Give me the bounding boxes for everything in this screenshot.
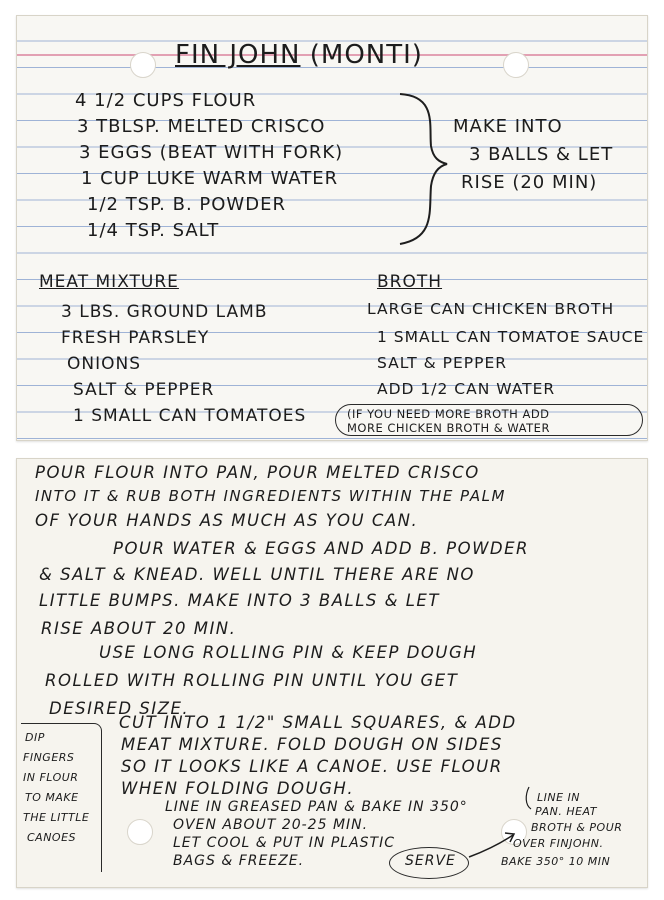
instruction-line: CUT INTO 1 1/2" SMALL SQUARES, & ADD [119,713,517,732]
instruction-line: LITTLE BUMPS. MAKE INTO 3 BALLS & LET [39,591,440,610]
meat-item: SALT & PEPPER [73,380,215,400]
instruction-line: ROLLED WITH ROLLING PIN UNTIL YOU GET [45,671,459,690]
bracket-note-line: MAKE INTO [453,116,563,137]
broth-heading [377,272,442,292]
recipe-card-front [16,15,648,441]
ingredient-line: 1 CUP LUKE WARM WATER [81,168,339,189]
bake-line: BAGS & FREEZE. [173,853,305,869]
serve-note-line: LINE IN [537,791,581,804]
ingredient-line: 3 TBLSP. MELTED CRISCO [77,116,326,137]
instruction-line: SO IT LOOKS LIKE A CANOE. USE FLOUR [121,757,503,776]
meat-item: ONIONS [67,354,141,374]
bake-line: LET COOL & PUT IN PLASTIC [173,835,395,851]
serve-label: SERVE [405,853,456,869]
broth-item: SALT & PEPPER [377,354,508,372]
ingredient-line: 3 EGGS (BEAT WITH FORK) [79,142,344,163]
meat-item: 3 LBS. GROUND LAMB [61,302,268,322]
bracket-note-line: RISE (20 MIN) [461,172,598,193]
instruction-line: USE LONG ROLLING PIN & KEEP DOUGH [99,643,478,662]
broth-item: LARGE CAN CHICKEN BROTH [367,300,615,318]
instruction-line: WHEN FOLDING DOUGH. [121,779,355,798]
instruction-line: INTO IT & RUB BOTH INGREDIENTS WITHIN THE PALM [35,487,506,505]
recipe-card-back [16,458,648,888]
ingredient-line: 1/4 TSP. SALT [87,220,220,241]
ingredient-line: 4 1/2 CUPS FLOUR [75,90,257,111]
instruction-line: RISE ABOUT 20 MIN. [41,619,237,638]
instruction-line: MEAT MIXTURE. FOLD DOUGH ON SIDES [121,735,503,754]
ingredient-line: 1/2 TSP. B. POWDER [87,194,286,215]
side-note-line: FINGERS [23,751,75,764]
broth-note-line: (IF YOU NEED MORE BROTH ADD [347,407,550,421]
bracket-note-line: 3 BALLS & LET [469,144,614,165]
serve-note-line: BAKE 350° 10 MIN [501,855,611,868]
side-note-line: TO MAKE [25,791,79,804]
side-note-line: IN FLOUR [23,771,79,784]
side-note-line: DIP [25,731,45,744]
instruction-line: POUR WATER & EGGS AND ADD B. POWDER [113,539,530,558]
meat-item: FRESH PARSLEY [61,328,210,348]
bake-line: LINE IN GREASED PAN & BAKE IN 350° [165,799,468,815]
serve-note-line: PAN. HEAT [535,805,597,818]
side-note-line: THE LITTLE [23,811,90,824]
meat-heading [39,272,179,292]
side-note-line: CANOES [27,831,77,844]
title-text: FIN JOHN [175,40,301,70]
instruction-line: & SALT & KNEAD. WELL UNTIL THERE ARE NO [39,565,475,584]
broth-item: 1 SMALL CAN TOMATOE SAUCE [377,328,645,346]
serve-note-line: OVER FINJOHN. [513,837,604,850]
broth-heading-text: BROTH [377,272,443,292]
serve-note-line: BROTH & POUR [531,821,623,834]
instruction-line: POUR FLOUR INTO PAN, POUR MELTED CRISCO [35,463,480,482]
bracket-icon [17,16,647,440]
instruction-line: OF YOUR HANDS AS MUCH AS YOU CAN. [35,511,419,530]
broth-note-line: MORE CHICKEN BROTH & WATER [347,421,550,435]
title-suffix: (MONTI) [309,40,423,70]
bake-line: OVEN ABOUT 20-25 MIN. [173,817,369,833]
instruction-line: DESIRED SIZE. [49,699,190,718]
meat-heading-text: MEAT MIXTURE [39,272,179,292]
broth-item: ADD 1/2 CAN WATER [377,380,556,398]
meat-item: 1 SMALL CAN TOMATOES [73,406,307,426]
